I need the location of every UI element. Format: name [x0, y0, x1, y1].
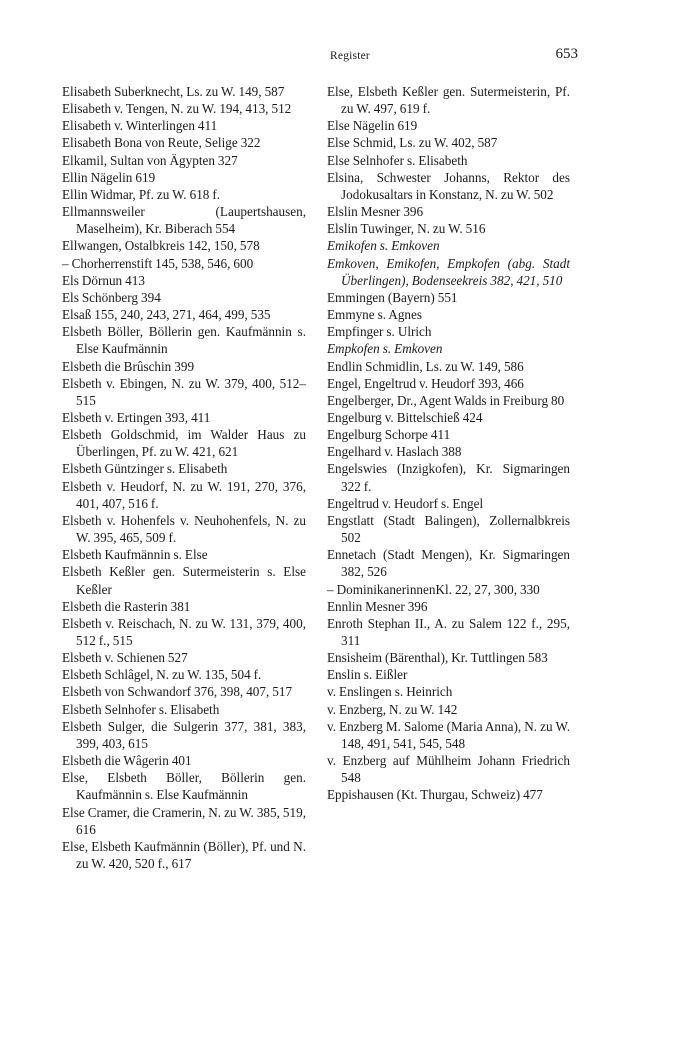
index-entry: Elsbeth die Brûschin 399	[62, 358, 195, 374]
page-title: Register	[330, 50, 370, 62]
index-entry: Els Dörnun 413	[62, 272, 145, 288]
index-entry: Ellwangen, Ostalbkreis 142, 150, 578	[62, 238, 260, 254]
index-entry: Emikofen s. Emkoven	[327, 238, 440, 254]
index-entry: Elisabeth Bona von Reute, Selige 322	[62, 135, 261, 151]
index-entry: Engelburg v. Bittelschieß 424	[327, 409, 483, 425]
index-entry: Else, Elsbeth Böller, Böllerin gen. Kaufmännin s. Else Kaufmännin	[62, 770, 306, 803]
index-entry: Elisabeth v. Tengen, N. zu W. 194, 413, 512	[62, 101, 292, 117]
index-entry: Empfinger s. Ulrich	[327, 324, 432, 340]
index-entry: Elisabeth v. Winterlingen 411	[62, 118, 218, 134]
index-entry: v. Enzberg, N. zu W. 142	[327, 701, 458, 717]
index-entry: v. Enslingen s. Heinrich	[327, 684, 453, 700]
index-entry: Engel, Engeltrud v. Heudorf 393, 466	[327, 375, 524, 391]
index-entry: Ensisheim (Bärenthal), Kr. Tuttlingen 583	[327, 650, 548, 666]
index-entry: Engelburg Schorpe 411	[327, 427, 451, 443]
index-entry: Elsbeth Keßler gen. Sutermeisterin s. Else Keßler	[62, 564, 306, 597]
index-entry: Elsina, Schwester Johanns, Rektor des Jodokusaltars in Konstanz, N. zu W. 502	[327, 169, 570, 202]
index-entry: Els Schönberg 394	[62, 289, 161, 305]
index-entry: Elkamil, Sultan von Ägypten 327	[62, 152, 238, 168]
index-entry: Enroth Stephan II., A. zu Salem 122 f., 295, 311	[327, 615, 570, 648]
index-entry: Elsbeth v. Heudorf, N. zu W. 191, 270, 376, 401, 407, 516 f.	[62, 478, 306, 511]
index-entry: Ellin Nägelin 619	[62, 169, 156, 185]
index-entry: Elsbeth Kaufmännin s. Else	[62, 547, 208, 563]
index-entry: Else Schmid, Ls. zu W. 402, 587	[327, 135, 498, 151]
index-entry: Emkoven, Emikofen, Empkofen (abg. Stadt Überlingen), Bodenseekreis 382, 421, 510	[327, 255, 570, 288]
index-entry: Ennetach (Stadt Mengen), Kr. Sigmaringen 382, 526	[327, 547, 570, 580]
index-entry: Ellmannsweiler (Laupertshausen, Maselheim), Kr. Biberach 554	[62, 204, 306, 237]
index-entry: v. Enzberg M. Salome (Maria Anna), N. zu W. 148, 491, 541, 545, 548	[327, 718, 570, 751]
page-number: 653	[555, 46, 578, 62]
index-column-left	[62, 83, 306, 872]
index-entry: Elsbeth Schlâgel, N. zu W. 135, 504 f.	[62, 667, 262, 683]
index-entry: Elisabeth Suberknecht, Ls. zu W. 149, 587	[62, 84, 285, 99]
index-entry: Emmyne s. Agnes	[327, 307, 423, 323]
index-entry: Enslin s. Eißler	[327, 667, 408, 683]
index-entry: Endlin Schmidlin, Ls. zu W. 149, 586	[327, 358, 524, 374]
index-entry: Else Cramer, die Cramerin, N. zu W. 385, 519, 616	[62, 804, 306, 837]
index-entry: Ennlin Mesner 396	[327, 598, 428, 614]
index-entry: Elsbeth Güntzinger s. Elisabeth	[62, 461, 228, 477]
index-entry: Engstlatt (Stadt Balingen), Zollernalbkreis 502	[327, 512, 570, 546]
index-entry: Elsbeth v. Ebingen, N. zu W. 379, 400, 512–515	[62, 375, 306, 408]
index-entry: Elsbeth Böller, Böllerin gen. Kaufmännin s. Else Kaufmännin	[62, 324, 306, 357]
index-entry: Emmingen (Bayern) 551	[327, 289, 458, 305]
index-entry: Engelswies (Inzigkofen), Kr. Sigmaringen 322 f.	[327, 461, 570, 494]
index-entry: Elsbeth v. Hohenfels v. Neuhohenfels, N. zu W. 395, 465, 509 f.	[62, 512, 306, 546]
index-entry: Elsbeth Goldschmid, im Walder Haus zu Überlingen, Pf. zu W. 421, 621	[62, 427, 306, 460]
index-entry: Elsbeth Selnhofer s. Elisabeth	[62, 701, 220, 717]
index-entry: Engeltrud v. Heudorf s. Engel	[327, 495, 484, 511]
index-entry: Else, Elsbeth Kaufmännin (Böller), Pf. und N. zu W. 420, 520 f., 617	[62, 838, 306, 872]
index-entry: Empkofen s. Emkoven	[327, 341, 443, 357]
index-entry: – Chorherrenstift 145, 538, 546, 600	[62, 255, 254, 271]
index-entry: Else, Elsbeth Keßler gen. Sutermeisterin, Pf. zu W. 497, 619 f.	[327, 84, 570, 117]
index-entry: v. Enzberg auf Mühlheim Johann Friedrich 548	[327, 753, 570, 786]
index-entry: Engelhard v. Haslach 388	[327, 444, 462, 460]
index-entry: Else Selnhofer s. Elisabeth	[327, 152, 468, 168]
index-entry: Ellin Widmar, Pf. zu W. 618 f.	[62, 186, 221, 202]
index-entry: Eppishausen (Kt. Thurgau, Schweiz) 477	[327, 787, 543, 803]
index-entry: Elsbeth Sulger, die Sulgerin 377, 381, 383, 399, 403, 615	[62, 718, 306, 751]
index-entry: Elsaß 155, 240, 243, 271, 464, 499, 535	[62, 307, 271, 323]
index-column-right	[327, 83, 570, 804]
index-entry: Elsbeth von Schwandorf 376, 398, 407, 517	[62, 684, 293, 700]
index-entry: Elslin Mesner 396	[327, 204, 424, 220]
index-entry: Elsbeth v. Reischach, N. zu W. 131, 379, 400, 512 f., 515	[62, 615, 306, 648]
index-entry: Elslin Tuwinger, N. zu W. 516	[327, 221, 486, 237]
index-entry: – DominikanerinnenKl. 22, 27, 300, 330	[327, 581, 540, 597]
index-entry: Engelberger, Dr., Agent Walds in Freiburg 80	[327, 392, 565, 408]
index-entry: Elsbeth die Rasterin 381	[62, 598, 191, 614]
index-entry: Elsbeth v. Ertingen 393, 411	[62, 409, 211, 425]
index-entry: Else Nägelin 619	[327, 118, 418, 134]
index-entry: Elsbeth die Wâgerin 401	[62, 753, 192, 769]
index-entry: Elsbeth v. Schienen 527	[62, 650, 188, 666]
